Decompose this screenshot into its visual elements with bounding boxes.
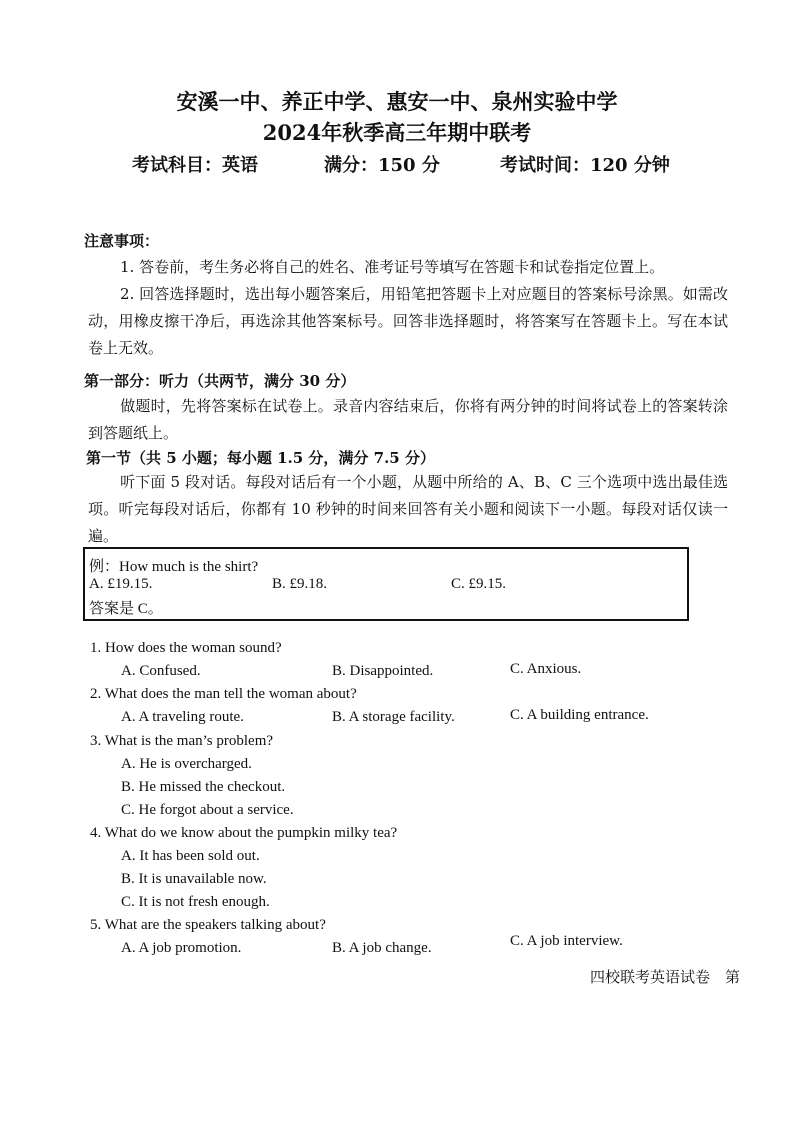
question-4-option-c: C. It is not fresh enough. bbox=[121, 894, 270, 910]
notes-item-2-text: 2. 回答选择题时，选出每小题答案后，用铅笔把答题卡上对应题目的答案标号涂黑。如需改动，用橡皮擦干净后，再选涂其他答案标号。回答非选择题时，将答案写在答题卡上。写在本试卷上无效。 bbox=[88, 285, 728, 357]
question-1: 1. How does the woman sound? bbox=[90, 640, 282, 656]
question-2-option-c: C. A building entrance. bbox=[510, 707, 649, 723]
question-2-option-b: B. A storage facility. bbox=[332, 709, 455, 725]
question-3-option-a: A. He is overcharged. bbox=[121, 756, 252, 772]
section1-instruction-text: 听下面 5 段对话。每段对话后有一个小题，从题中所给的 A、B、C 三个选项中选出最佳选项。听完每段对话后，你都有 10 秒钟的时间来回答有关小题和阅读下一小题。每段对话仅读一遍。 bbox=[88, 473, 728, 545]
question-5-option-a: A. A job promotion. bbox=[121, 940, 242, 956]
part1-heading: 第一部分：听力（共两节，满分 30 分） bbox=[84, 372, 356, 390]
notes-item-1 bbox=[88, 254, 728, 281]
question-4: 4. What do we know about the pumpkin milky tea? bbox=[90, 825, 398, 841]
question-5: 5. What are the speakers talking about? bbox=[90, 917, 326, 933]
example-option-c: C. £9.15. bbox=[451, 576, 507, 592]
question-3: 3. What is the man’s problem? bbox=[90, 733, 274, 749]
exam-title: 2024年秋季高三年期中联考 bbox=[262, 120, 532, 145]
schools-title: 安溪一中、养正中学、惠安一中、泉州实验中学 bbox=[176, 89, 618, 114]
part1-instruction bbox=[88, 393, 728, 447]
exam-time-label: 考试时间：120 分钟 bbox=[500, 155, 670, 176]
full-score-label: 满分：150 分 bbox=[324, 155, 440, 176]
notes-item-1-text: 1. 答卷前，考生务必将自己的姓名、准考证号等填写在答题卡和试卷指定位置上。 bbox=[120, 258, 665, 276]
example-option-b: B. £9.18. bbox=[272, 576, 328, 592]
subject-label: 考试科目：英语 bbox=[132, 155, 258, 176]
question-1-option-a: A. Confused. bbox=[121, 663, 201, 679]
example-question: 例：How much is the shirt? bbox=[89, 559, 259, 575]
section1-instruction bbox=[88, 469, 728, 550]
question-5-option-c: C. A job interview. bbox=[510, 933, 623, 949]
question-5-option-b: B. A job change. bbox=[332, 940, 432, 956]
question-1-option-b: B. Disappointed. bbox=[332, 663, 434, 679]
example-option-a: A. £19.15. bbox=[89, 576, 153, 592]
part1-instruction-text: 做题时，先将答案标在试卷上。录音内容结束后，你将有两分钟的时间将试卷上的答案转涂到答题纸上。 bbox=[88, 397, 728, 442]
question-4-option-b: B. It is unavailable now. bbox=[121, 871, 267, 887]
question-2: 2. What does the man tell the woman about? bbox=[90, 686, 357, 702]
question-4-option-a: A. It has been sold out. bbox=[121, 848, 260, 864]
question-2-option-a: A. A traveling route. bbox=[121, 709, 244, 725]
question-3-option-b: B. He missed the checkout. bbox=[121, 779, 286, 795]
example-answer: 答案是 C。 bbox=[89, 601, 163, 617]
question-1-option-c: C. Anxious. bbox=[510, 661, 582, 677]
section1-heading: 第一节（共 5 小题；每小题 1.5 分，满分 7.5 分） bbox=[86, 449, 435, 467]
question-3-option-c: C. He forgot about a service. bbox=[121, 802, 294, 818]
notes-item-2 bbox=[88, 281, 728, 362]
notes-heading: 注意事项： bbox=[84, 232, 160, 250]
page-footer: 四校联考英语试卷 第 bbox=[590, 968, 741, 986]
